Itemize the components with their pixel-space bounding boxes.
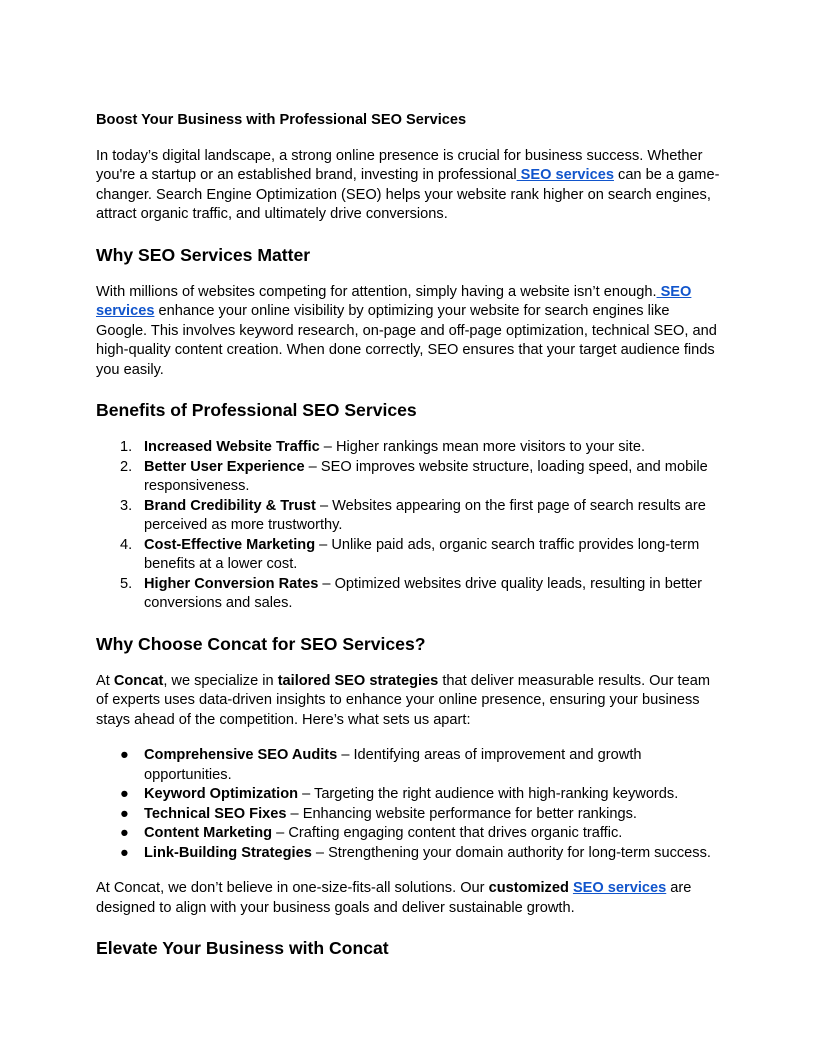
document-body: [96, 111, 722, 959]
list-item-text: – Identifying areas of improvement and growth opportunities.: [144, 747, 642, 783]
features-list: [96, 746, 722, 863]
closing-text-a: At Concat, we don’t believe in one-size-fits-all solutions. Our: [96, 880, 489, 896]
closing-paragraph: [96, 879, 722, 918]
list-item-text: – Unlike paid ads, organic search traffic provides long-term benefits at a lower cost.: [144, 536, 700, 572]
list-item: [96, 575, 722, 614]
spacer: [96, 730, 722, 746]
benefits-heading: Benefits of Professional SEO Services: [96, 400, 417, 420]
list-item-title: Increased Website Traffic: [144, 439, 320, 455]
list-item: [96, 536, 722, 575]
list-item: [96, 844, 722, 864]
choose-paragraph: [96, 672, 722, 731]
list-item-text: – Higher rankings mean more visitors to your site.: [319, 439, 645, 455]
list-item-text: – Enhancing website performance for better rankings.: [286, 805, 637, 822]
list-item-text: – Targeting the right audience with high-ranking keywords.: [298, 786, 679, 802]
list-item-title: Technical SEO Fixes: [144, 805, 287, 822]
seo-services-link[interactable]: SEO services: [96, 283, 692, 319]
list-number: 2.: [120, 458, 133, 475]
list-item-title: Better User Experience: [144, 458, 305, 475]
bullet-icon: ●: [120, 786, 129, 802]
list-item-title: Content Marketing: [144, 825, 273, 841]
tailored-strategies-text: tailored SEO strategies: [277, 672, 439, 689]
list-number: 1.: [120, 439, 133, 455]
bullet-icon: ●: [120, 844, 129, 861]
why-text-1: With millions of websites competing for attention, simply having a website isn’t enough.: [96, 283, 657, 300]
choose-text-e: that deliver measurable results. Our team of experts uses data-driven insights to enhance your online presence, ensuring your business stays ahead of the competition. Here’s what sets us apart:: [96, 672, 711, 728]
list-item-text: – Crafting engaging content that drives organic traffic.: [272, 825, 623, 841]
list-item-text: – Websites appearing on the first page of search results are perceived as more trustworthy.: [144, 497, 706, 533]
bullet-icon: ●: [120, 825, 129, 841]
list-item-text: – Strengthening your domain authority for long-term success.: [311, 844, 711, 861]
customized-text: customized: [488, 880, 569, 896]
why-seo-paragraph: [96, 283, 722, 381]
intro-text-1: In today’s digital landscape, a strong online presence is crucial for business success. Whether you're a startup or an established brand, investing in professional: [96, 147, 703, 183]
list-item: [96, 805, 722, 825]
seo-services-link[interactable]: SEO services: [572, 880, 667, 896]
list-item: [96, 497, 722, 536]
list-item: [96, 824, 722, 844]
intro-paragraph: [96, 147, 722, 225]
bullet-icon: ●: [120, 747, 129, 763]
company-name: Concat: [113, 672, 164, 689]
intro-text-2: can be a game-changer. Search Engine Optimization (SEO) helps your website rank higher on search engines, attract organic traffic, and ultimately drive conversions.: [96, 167, 720, 222]
list-item-text: – Optimized websites drive quality leads, resulting in better conversions and sales.: [144, 575, 703, 611]
list-item-title: Cost-Effective Marketing: [144, 536, 316, 553]
list-number: 3.: [120, 497, 133, 514]
list-item: [96, 458, 722, 497]
benefits-list: [96, 438, 722, 614]
document-title: Boost Your Business with Professional SEO Services: [96, 112, 467, 128]
closing-text-d: are designed to align with your business goals and deliver sustainable growth.: [96, 880, 692, 916]
list-item-title: Brand Credibility & Trust: [144, 497, 316, 514]
seo-services-link[interactable]: SEO services: [516, 167, 614, 183]
choose-text-a: At: [96, 672, 114, 689]
list-item-title: Link-Building Strategies: [144, 844, 312, 861]
why-seo-heading: Why SEO Services Matter: [96, 244, 311, 265]
spacer: [96, 863, 722, 879]
list-item: [96, 785, 722, 805]
list-item-title: Comprehensive SEO Audits: [144, 747, 338, 763]
why-text-2: enhance your online visibility by optimizing your website for search engines like Google. This involves keyword research, on-page and off-page optimization, technical SEO, and high-quality content creation. When done correctly, SEO ensures that your target audience finds you easily.: [96, 303, 717, 378]
list-item-text: – SEO improves website structure, loading speed, and mobile responsiveness.: [144, 458, 708, 494]
list-number: 4.: [120, 536, 133, 553]
choose-text-c: , we specialize in: [163, 672, 278, 689]
list-item-title: Higher Conversion Rates: [144, 575, 319, 592]
list-item-title: Keyword Optimization: [144, 786, 299, 802]
elevate-heading: Elevate Your Business with Concat: [96, 938, 389, 958]
bullet-icon: ●: [120, 805, 129, 822]
list-item: [96, 438, 722, 458]
list-item: [96, 746, 722, 785]
list-number: 5.: [120, 575, 133, 592]
why-choose-heading: Why Choose Concat for SEO Services?: [96, 633, 426, 654]
